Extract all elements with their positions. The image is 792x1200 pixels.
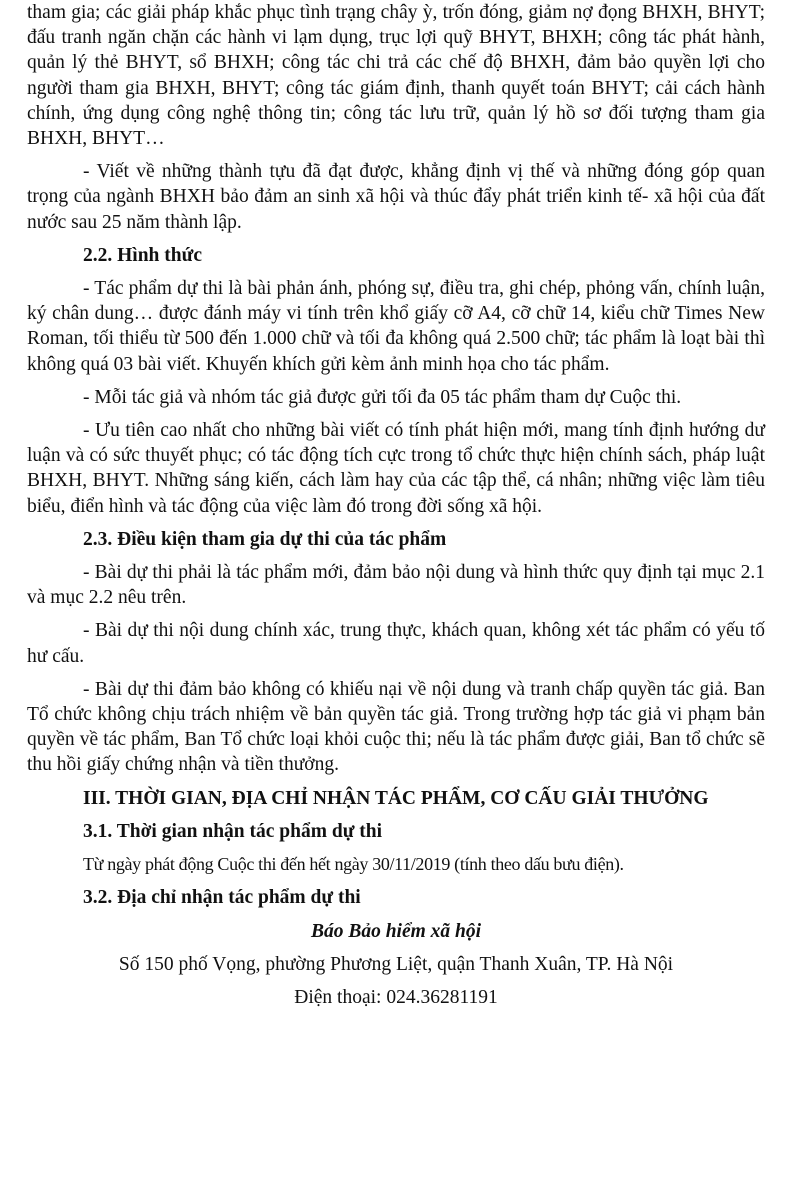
document-page (27, 0, 765, 1010)
paragraph-deadline: Từ ngày phát động Cuộc thi đến hết ngày 30/11/2019 (tính theo dấu bưu điện). (83, 854, 624, 875)
organization-name: Báo Bảo hiểm xã hội (310, 920, 482, 942)
paragraph-achievements: - Viết về những thành tựu đã đạt được, khẳng định vị thế và những đóng góp quan trọng của ngành BHXH bảo đảm an sinh xã hội và thúc đẩy phát triển kinh tế- xã hội của đất nước sau 25 năm thành lập. (27, 161, 765, 233)
paragraph-accuracy: - Bài dự thi nội dung chính xác, trung thực, khách quan, không xét tác phẩm có yếu tố hư cấu. (27, 620, 765, 667)
paragraph-entry-format: - Tác phẩm dự thi là bài phản ánh, phóng sự, điều tra, ghi chép, phỏng vấn, chính luận, ký chân dung… được đánh máy vi tính trên khổ giấy cỡ A4, cỡ chữ 14, kiểu chữ Times New Roman, tối thiểu từ 500 đến 1.000 chữ và tối đa không quá 2.500 chữ; tác phẩm là loạt bài thì không quá 03 bài viết. Khuyến khích gửi kèm ảnh minh họa cho tác phẩm. (27, 278, 765, 375)
paragraph-new-work: - Bài dự thi phải là tác phẩm mới, đảm bảo nội dung và hình thức quy định tại mục 2.1 và mục 2.2 nêu trên. (27, 562, 765, 609)
heading-2-2-form: 2.2. Hình thức (83, 244, 202, 266)
organization-phone: Điện thoại: 024.36281191 (294, 986, 498, 1008)
heading-2-3-conditions: 2.3. Điều kiện tham gia dự thi của tác phẩm (83, 528, 447, 550)
heading-3-2-address: 3.2. Địa chỉ nhận tác phẩm dự thi (83, 887, 361, 909)
paragraph-topics-continued: tham gia; các giải pháp khắc phục tình trạng chây ỳ, trốn đóng, giảm nợ đọng BHXH, BHYT; đấu tranh ngăn chặn các hành vi lạm dụng, trục lợi quỹ BHYT, BHXH; công tác phát hành, quản lý thẻ BHYT, sổ BHXH; công tác chi trả các chế độ BHXH, đảm bảo quyền lợi cho người tham gia BHXH, BHYT; công tác giám định, thanh quyết toán BHYT; cải cách hành chính, ứng dụng công nghệ thông tin; công tác lưu trữ, quản lý hồ sơ đối tượng tham gia BHXH, BHYT… (27, 2, 765, 150)
paragraph-max-entries: - Mỗi tác giả và nhóm tác giả được gửi tối đa 05 tác phẩm tham dự Cuộc thi. (83, 386, 682, 408)
heading-3-1-time: 3.1. Thời gian nhận tác phẩm dự thi (83, 820, 383, 842)
paragraph-copyright: - Bài dự thi đảm bảo không có khiếu nại về nội dung và tranh chấp quyền tác giả. Ban Tổ chức không chịu trách nhiệm về bản quyền tác giả. Trong trường hợp tác giả vi phạm bản quyền về tác phẩm, Ban Tổ chức loại khỏi cuộc thi; nếu là tác phẩm được giải, Ban tổ chức sẽ thu hồi giấy chứng nhận và tiền thưởng. (27, 678, 765, 776)
heading-section-iii: III. THỜI GIAN, ĐỊA CHỈ NHẬN TÁC PHẨM, CƠ CẤU GIẢI THƯỞNG (83, 787, 709, 809)
paragraph-priority: - Ưu tiên cao nhất cho những bài viết có tính phát hiện mới, mang tính định hướng dư luận và có sức thuyết phục; có tác động tích cực trong tổ chức thực hiện chính sách, pháp luật BHXH, BHYT. Những sáng kiến, cách làm hay của các tập thể, cá nhân; những việc làm tiêu biểu, điển hình và tác động của việc làm đó trong đời sống xã hội. (27, 420, 765, 517)
organization-address: Số 150 phố Vọng, phường Phương Liệt, quận Thanh Xuân, TP. Hà Nội (118, 953, 674, 975)
